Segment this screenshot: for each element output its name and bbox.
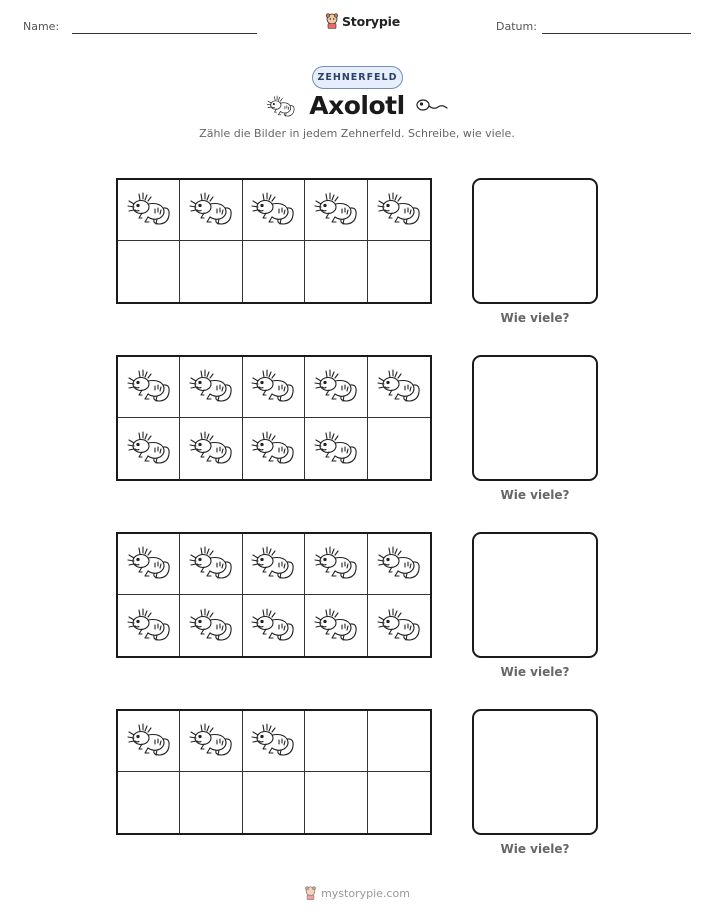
ten-frame-1 — [116, 178, 432, 304]
frame-cell — [180, 180, 242, 241]
frame-cell — [118, 241, 180, 302]
frame-cell — [368, 595, 430, 656]
frame-cell — [180, 534, 242, 595]
footer-url: mystorypie.com — [321, 886, 410, 900]
frame-cell — [305, 180, 367, 241]
answer-label-4: Wie viele? — [500, 842, 570, 856]
axolotl-icon — [250, 190, 296, 230]
axolotl-icon — [188, 544, 234, 584]
axolotl-icon — [126, 721, 172, 761]
frame-cell — [305, 595, 367, 656]
frame-cell — [305, 772, 367, 833]
axolotl-icon — [188, 721, 234, 761]
frame-cell — [243, 534, 305, 595]
frame-cell — [180, 595, 242, 656]
axolotl-icon — [250, 367, 296, 407]
axolotl-icon — [313, 544, 359, 584]
frame-cell — [243, 595, 305, 656]
page-title: Axolotl — [309, 91, 405, 120]
frame-cell — [305, 711, 367, 772]
frame-cell — [305, 241, 367, 302]
instructions: Zähle die Bilder in jedem Zehnerfeld. Schreibe, wie viele. — [199, 127, 515, 140]
axolotl-icon — [376, 544, 422, 584]
frame-cell — [180, 418, 242, 479]
frame-cell — [118, 180, 180, 241]
date-label: Datum: — [496, 20, 537, 33]
frame-cell — [118, 357, 180, 418]
frame-cell — [180, 241, 242, 302]
ten-frame-2 — [116, 355, 432, 481]
axolotl-icon — [313, 429, 359, 469]
storypie-logo — [325, 13, 400, 29]
answer-box-1[interactable] — [472, 178, 598, 304]
frame-cell — [368, 180, 430, 241]
frame-cell — [368, 711, 430, 772]
frame-cell — [243, 241, 305, 302]
frame-cell — [243, 772, 305, 833]
frame-cell — [368, 418, 430, 479]
axolotl-icon — [126, 606, 172, 646]
frame-cell — [180, 357, 242, 418]
axolotl-icon — [250, 606, 296, 646]
answer-label-3: Wie viele? — [500, 665, 570, 679]
answer-label-1: Wie viele? — [500, 311, 570, 325]
axolotl-icon — [376, 367, 422, 407]
footer — [0, 886, 714, 900]
answer-box-3[interactable] — [472, 532, 598, 658]
storypie-footer-icon — [304, 886, 317, 900]
frame-cell — [243, 418, 305, 479]
axolotl-icon — [188, 190, 234, 230]
answer-box-4[interactable] — [472, 709, 598, 835]
frame-cell — [243, 357, 305, 418]
ten-frame-3 — [116, 532, 432, 658]
frame-cell — [368, 772, 430, 833]
frame-cell — [118, 711, 180, 772]
axolotl-icon — [188, 606, 234, 646]
frame-cell — [118, 595, 180, 656]
axolotl-icon — [250, 429, 296, 469]
answer-box-2[interactable] — [472, 355, 598, 481]
frame-cell — [118, 418, 180, 479]
axolotl-icon — [126, 367, 172, 407]
axolotl-icon — [188, 429, 234, 469]
storypie-logo-icon — [325, 13, 339, 29]
frame-cell — [368, 241, 430, 302]
brand-name: Storypie — [342, 13, 400, 29]
frame-cell — [180, 711, 242, 772]
axolotl-icon — [376, 190, 422, 230]
frame-cell — [118, 772, 180, 833]
answer-label-2: Wie viele? — [500, 488, 570, 502]
axolotl-icon — [126, 544, 172, 584]
axolotl-icon — [250, 721, 296, 761]
name-label: Name: — [23, 20, 60, 33]
axolotl-icon — [376, 606, 422, 646]
frame-cell — [180, 772, 242, 833]
frame-cell — [305, 357, 367, 418]
axolotl-icon — [250, 544, 296, 584]
tadpole-icon — [415, 97, 449, 115]
frame-cell — [243, 180, 305, 241]
frame-cell — [305, 418, 367, 479]
axolotl-icon — [126, 429, 172, 469]
axolotl-icon — [188, 367, 234, 407]
frame-cell — [243, 711, 305, 772]
frame-cell — [305, 534, 367, 595]
axolotl-icon — [126, 190, 172, 230]
axolotl-icon — [313, 606, 359, 646]
worksheet-type-badge: ZEHNERFELD — [312, 66, 403, 89]
frame-cell — [118, 534, 180, 595]
ten-frame-4 — [116, 709, 432, 835]
axolotl-icon — [313, 190, 359, 230]
name-line[interactable] — [72, 33, 257, 34]
frame-cell — [368, 357, 430, 418]
axolotl-icon — [313, 367, 359, 407]
date-line[interactable] — [542, 33, 691, 34]
frame-cell — [368, 534, 430, 595]
